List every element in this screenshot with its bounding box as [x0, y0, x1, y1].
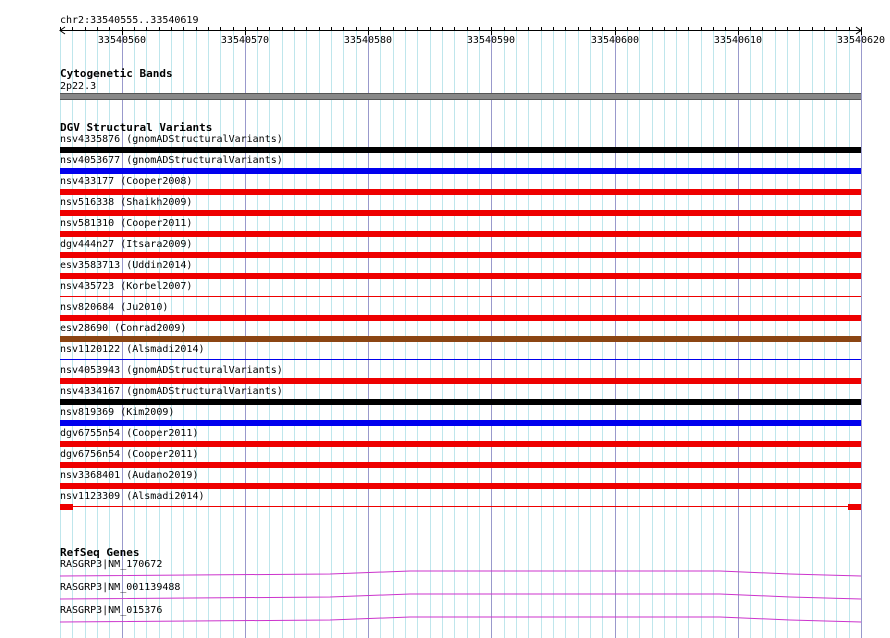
refseq-feature-label[interactable]: RASGRP3|NM_170672: [60, 559, 163, 570]
dgv-feature-bar[interactable]: [60, 420, 861, 426]
location-label: chr2:33540555..33540619: [60, 15, 199, 26]
refseq-intron-line[interactable]: [0, 590, 890, 604]
dgv-feature-bar[interactable]: [60, 231, 861, 237]
refseq-feature-label[interactable]: RASGRP3|NM_015376: [60, 605, 163, 616]
dgv-feature-block[interactable]: [848, 504, 861, 510]
ruler-tick-label: 33540570: [220, 35, 270, 46]
dgv-feature-label[interactable]: esv28690 (Conrad2009): [60, 323, 187, 334]
dgv-feature-bar[interactable]: [60, 399, 861, 405]
cytoband-bar[interactable]: [60, 93, 861, 100]
dgv-feature-label[interactable]: esv3583713 (Uddin2014): [60, 260, 193, 271]
dgv-feature-label[interactable]: nsv1120122 (Alsmadi2014): [60, 344, 205, 355]
ruler-tick-label: 33540560: [97, 35, 147, 46]
dgv-feature-label[interactable]: nsv433177 (Cooper2008): [60, 176, 193, 187]
dgv-feature-label[interactable]: dgv444n27 (Itsara2009): [60, 239, 193, 250]
track-title-cytogenetic-bands[interactable]: Cytogenetic Bands: [60, 67, 173, 80]
ruler-tick-label: 33540620: [836, 35, 886, 46]
dgv-feature-bar[interactable]: [60, 483, 861, 489]
ruler-tick-label: 33540610: [713, 35, 763, 46]
track-title-refseq-genes[interactable]: RefSeq Genes: [60, 546, 140, 559]
dgv-feature-label[interactable]: nsv516338 (Shaikh2009): [60, 197, 193, 208]
dgv-feature-bar[interactable]: [60, 252, 861, 258]
dgv-feature-bar[interactable]: [60, 147, 861, 153]
dgv-feature-label[interactable]: nsv4335876 (gnomADStructuralVariants): [60, 134, 283, 145]
dgv-feature-bar[interactable]: [60, 168, 861, 174]
dgv-feature-label[interactable]: dgv6756n54 (Cooper2011): [60, 449, 199, 460]
dgv-feature-label[interactable]: nsv819369 (Kim2009): [60, 407, 175, 418]
dgv-feature-bar[interactable]: [60, 462, 861, 468]
dgv-feature-label[interactable]: nsv4334167 (gnomADStructuralVariants): [60, 386, 283, 397]
dgv-feature-line[interactable]: [60, 296, 861, 297]
dgv-feature-bar[interactable]: [60, 273, 861, 279]
dgv-feature-line[interactable]: [60, 506, 861, 507]
refseq-intron-line[interactable]: [0, 567, 890, 581]
cytoband-label: 2p22.3: [60, 81, 97, 92]
dgv-feature-label[interactable]: nsv1123309 (Alsmadi2014): [60, 491, 205, 502]
refseq-feature-label[interactable]: RASGRP3|NM_001139488: [60, 582, 181, 593]
dgv-feature-bar[interactable]: [60, 336, 861, 342]
dgv-feature-label[interactable]: nsv4053943 (gnomADStructuralVariants): [60, 365, 283, 376]
ruler-tick-label: 33540580: [343, 35, 393, 46]
dgv-feature-bar[interactable]: [60, 189, 861, 195]
dgv-feature-label[interactable]: nsv581310 (Cooper2011): [60, 218, 193, 229]
dgv-feature-label[interactable]: nsv3368401 (Audano2019): [60, 470, 199, 481]
dgv-feature-label[interactable]: nsv4053677 (gnomADStructuralVariants): [60, 155, 283, 166]
track-title-dgv-structural-variants[interactable]: DGV Structural Variants: [60, 121, 213, 134]
dgv-feature-line[interactable]: [60, 359, 861, 360]
dgv-feature-bar[interactable]: [60, 210, 861, 216]
dgv-feature-label[interactable]: nsv435723 (Korbel2007): [60, 281, 193, 292]
dgv-feature-bar[interactable]: [60, 315, 861, 321]
dgv-feature-label[interactable]: dgv6755n54 (Cooper2011): [60, 428, 199, 439]
ruler-tick-label: 33540590: [466, 35, 516, 46]
refseq-intron-line[interactable]: [0, 613, 890, 627]
dgv-feature-bar[interactable]: [60, 378, 861, 384]
dgv-feature-label[interactable]: nsv820684 (Ju2010): [60, 302, 169, 313]
dgv-feature-block[interactable]: [60, 504, 73, 510]
dgv-feature-bar[interactable]: [60, 441, 861, 447]
ruler-tick-label: 33540600: [590, 35, 640, 46]
